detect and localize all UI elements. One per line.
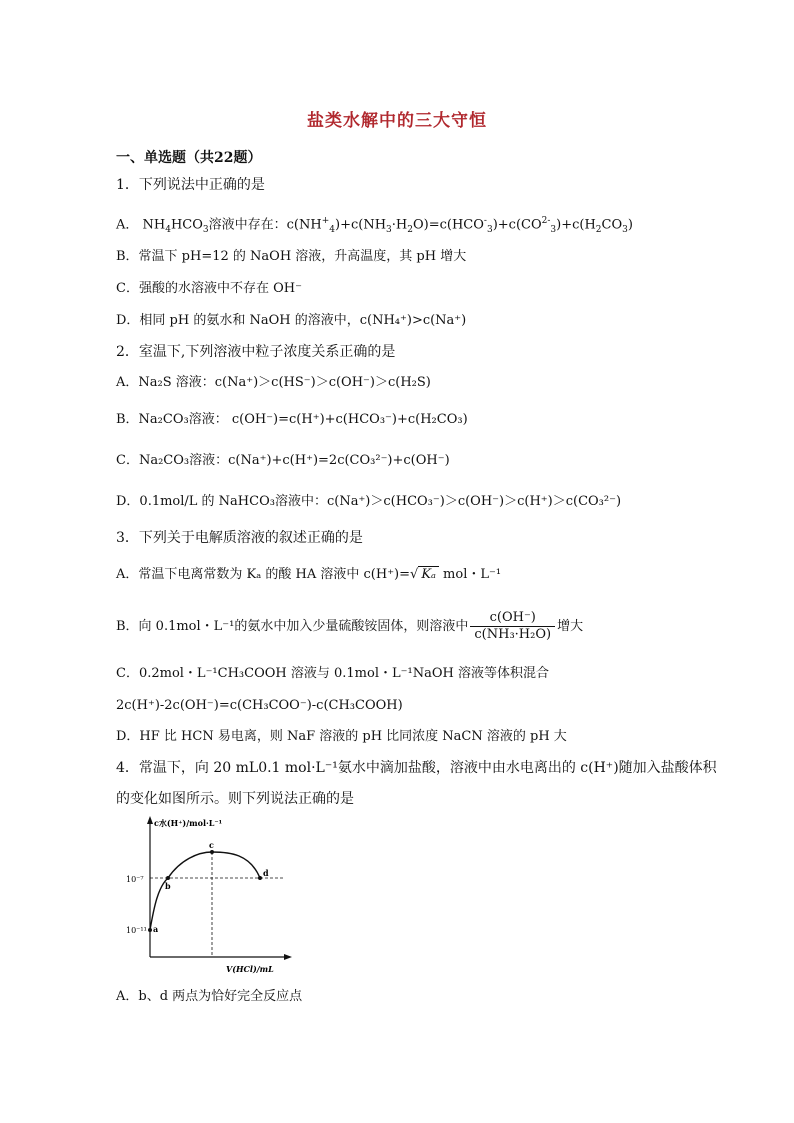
q3-option-b: B．向 0.1mol・L⁻¹的氨水中加入少量硫酸铵固体，则溶液中 $\frac{c(OH^-)}{\text{c(NH₃·H₂O)}}$ 增大 <box>116 610 584 642</box>
point-c <box>210 850 214 854</box>
y-axis-arrow <box>147 816 153 824</box>
q1-option-b: B．常温下 pH=12 的 NaOH 溶液，升高温度，其 pH 增大 <box>116 249 467 264</box>
fraction: $\frac{c(OH^-)}{\text{c(NH₃·H₂O)}}$ <box>470 610 555 643</box>
x-axis-label: V(HCl)/mL <box>226 964 274 974</box>
point-d <box>258 876 262 880</box>
q2-option-b: B．Na₂CO₃溶液： c(OH⁻)=c(H⁺)+c(HCO₃⁻)+c(H₂CO₃) <box>116 412 468 427</box>
q3-option-d: D．HF 比 HCN 易电离，则 NaF 溶液的 pH 比同浓度 NaCN 溶液的 pH 大 <box>116 729 567 744</box>
q1-option-d: D．相同 pH 的氨水和 NaOH 的溶液中，c(NH₄⁺)>c(Na⁺) <box>116 313 467 328</box>
point-b-label: b <box>165 881 171 891</box>
sqrt-symbol: √ Kₐ <box>410 566 439 584</box>
titration-chart <box>120 812 295 982</box>
q1-option-c: C．强酸的水溶液中不存在 OH⁻ <box>116 281 302 296</box>
x-axis-arrow <box>284 954 292 960</box>
y-tick-1e-11: 10⁻¹¹ <box>126 926 147 935</box>
q3-option-c: C．0.2mol・L⁻¹CH₃COOH 溶液与 0.1mol・L⁻¹NaOH 溶液等体积混合 <box>116 666 549 681</box>
point-b <box>166 876 170 880</box>
section-heading: 一、单选题（共22题） <box>116 150 262 166</box>
q3-stem: 3．下列关于电解质溶液的叙述正确的是 <box>116 530 363 546</box>
q4-stem-line2: 的变化如图所示。则下列说法正确的是 <box>116 791 354 807</box>
q2-option-c: C．Na₂CO₃溶液：c(Na⁺)+c(H⁺)=2c(CO₃²⁻)+c(OH⁻) <box>116 453 450 468</box>
point-a-label: a <box>153 924 159 934</box>
q4-option-a: A．b、d 两点为恰好完全反应点 <box>116 989 303 1004</box>
y-tick-1e-7: 10⁻⁷ <box>126 875 144 884</box>
point-c-label: c <box>209 840 214 850</box>
q3-option-a: A．常温下电离常数为 Kₐ 的酸 HA 溶液中 c(H⁺)=√ Kₐ mol・L⁻¹ <box>116 567 502 582</box>
point-a <box>148 928 152 932</box>
q1-option-a: A． $NH_4HCO_3$溶液中存在：$c(NH^+_4)+c(NH_3\cdot H_2O)=c(HCO^-_3)+c(CO^{2-}_3)+c(H_2CO_3)$ <box>116 216 633 235</box>
point-d-label: d <box>263 868 269 878</box>
y-axis-label: c水(H⁺)/mol·L⁻¹ <box>154 818 223 828</box>
q4-stem-line1: 4．常温下，向 20 mL0.1 mol·L⁻¹氨水中滴加盐酸，溶液中由水电离出的 c(H⁺)随加入盐酸体积 <box>116 760 717 776</box>
q3-option-c-equation: 2c(H⁺)-2c(OH⁻)=c(CH₃COO⁻)-c(CH₃COOH) <box>116 698 403 713</box>
page-title: 盐类水解中的三大守恒 <box>307 111 487 131</box>
q1-stem: 1．下列说法中正确的是 <box>116 177 265 193</box>
q2-option-a: A．Na₂S 溶液：c(Na⁺)＞c(HS⁻)＞c(OH⁻)＞c(H₂S) <box>116 375 431 390</box>
q2-option-d: D．0.1mol/L 的 NaHCO₃溶液中：c(Na⁺)＞c(HCO₃⁻)＞c(OH⁻)＞c(H⁺)＞c(CO₃²⁻) <box>116 494 622 509</box>
chart-curve <box>150 852 260 930</box>
q2-stem: 2．室温下,下列溶液中粒子浓度关系正确的是 <box>116 344 396 360</box>
